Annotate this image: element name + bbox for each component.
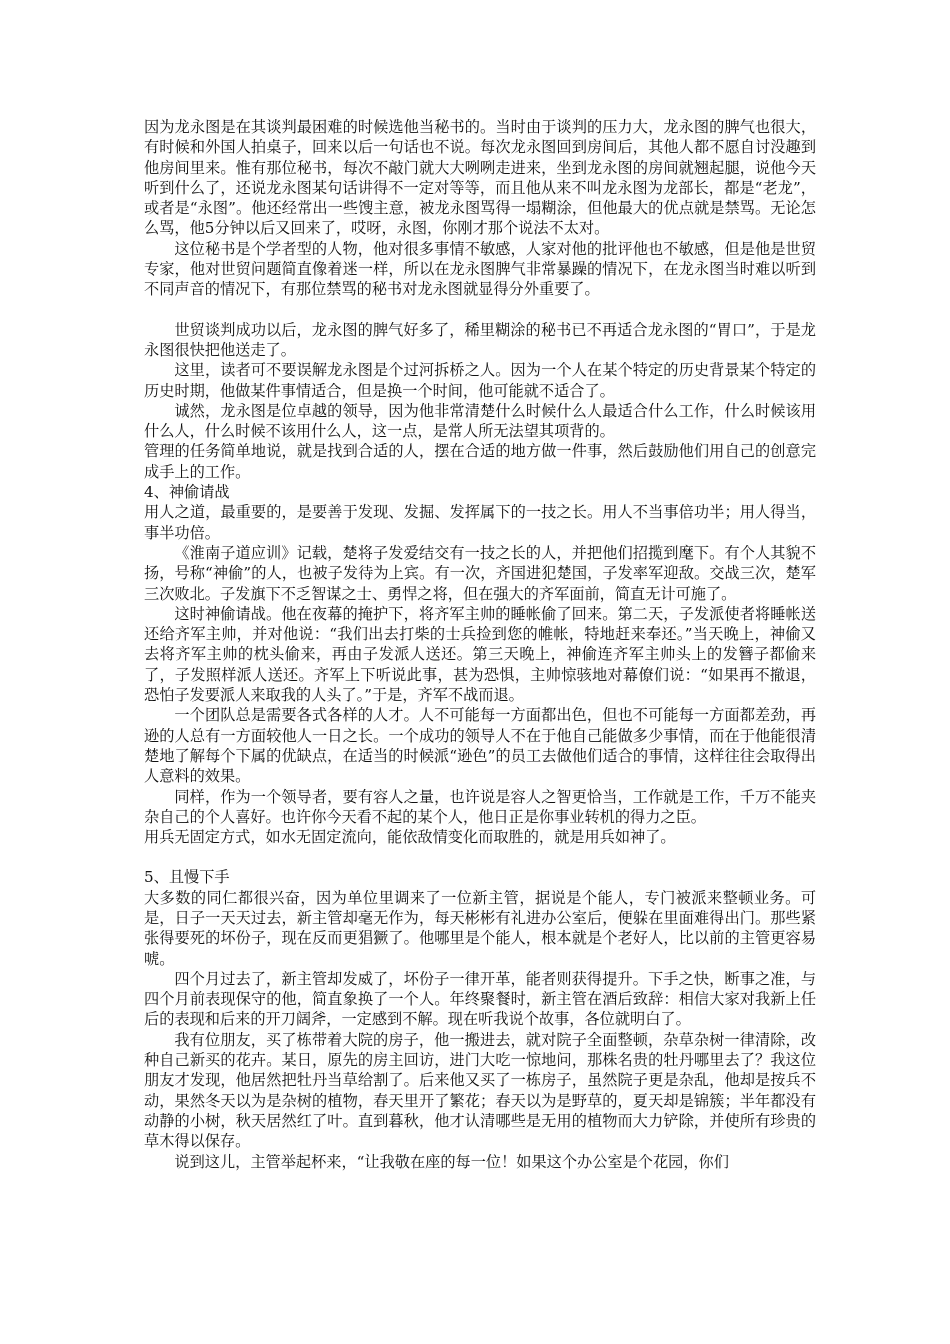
paragraph: 用兵无固定方式，如水无固定流向，能依敌情变化而取胜的，就是用兵如神了。 [144, 828, 676, 847]
section-heading: 5、且慢下手 [144, 868, 230, 887]
document-page [144, 117, 816, 1172]
paragraph: 大多数的同仁都很兴奋，因为单位里调来了一位新主管，据说是个能人，专门被派来整顿业务。可是，日子一天天过去，新主管却毫无作为，每天彬彬有礼进办公室后，便躲在里面难得出门。那些紧张得要死的坏份子，现在反而更猖獗了。他哪里是个能人，根本就是个老好人，比以前的主管更容易唬。 [144, 888, 816, 968]
paragraph: 这时神偷请战。他在夜幕的掩护下，将齐军主帅的睡帐偷了回来。第二天，子发派使者将睡帐送还给齐军主帅，并对他说：“我们出去打柴的士兵捡到您的帷帐，特地赶来奉还。”当天晚上，神偷又去将齐军主帅的枕头偷来，再由子发派人送还。第三天晚上，神偷连齐军主帅头上的发簪子都偷来了，子发照样派人送还。齐军上下听说此事，甚为恐惧，主帅惊骇地对幕僚们说：“如果再不撤退，恐怕子发要派人来取我的人头了。”于是，齐军不战而退。 [144, 604, 816, 705]
section-heading: 4、神偷请战 [144, 483, 230, 502]
blank-line [144, 847, 816, 867]
paragraph: 一个团队总是需要各式各样的人才。人不可能每一方面都出色，但也不可能每一方面都差劲，再逊的人总有一方面较他人一日之长。一个成功的领导人不在于他自己能做多少事情，而在于他能很清楚地了解每个下属的优缺点，在适当的时候派“逊色”的员工去做他们适合的事情，这样往往会取得出人意料的效果。 [144, 706, 816, 786]
paragraph: 《淮南子道应训》记载，楚将子发爱结交有一技之长的人，并把他们招揽到麾下。有个人其貌不扬，号称“神偷”的人，也被子发待为上宾。有一次，齐国进犯楚国，子发率军迎敌。交战三次，楚军三次败北。子发旗下不乏智谋之士、勇悍之将，但在强大的齐军面前，简直无计可施了。 [144, 543, 816, 603]
paragraph: 管理的任务简单地说，就是找到合适的人，摆在合适的地方做一件事，然后鼓励他们用自己的创意完成手上的工作。 [144, 442, 816, 481]
paragraph: 我有位朋友，买了栋带着大院的房子，他一搬进去，就对院子全面整顿，杂草杂树一律清除，改种自己新买的花卉。某日，原先的房主回访，进门大吃一惊地问，那株名贵的牡丹哪里去了？我这位朋友才发现，他居然把牡丹当草给割了。后来他又买了一栋房子，虽然院子更是杂乱，他却是按兵不动，果然冬天以为是杂树的植物，春天里开了繁花；春天以为是野草的，夏天却是锦簇；半年都没有动静的小树，秋天居然红了叶。直到暮秋，他才认清哪些是无用的植物而大力铲除，并使所有珍贵的草木得以保存。 [144, 1030, 816, 1151]
blank-line [144, 300, 816, 320]
paragraph: 这位秘书是个学者型的人物，他对很多事情不敏感，人家对他的批评他也不敏感，但是他是世贸专家，他对世贸问题简直像着迷一样，所以在龙永图脾气非常暴躁的情况下，在龙永图当时难以听到不同声音的情况下，有那位禁骂的秘书对龙永图就显得分外重要了。 [144, 239, 816, 299]
paragraph: 同样，作为一个领导者，要有容人之量，也许说是容人之智更恰当，工作就是工作，千万不能夹杂自己的个人喜好。也许你今天看不起的某个人，他日正是你事业转机的得力之臣。 [144, 787, 816, 826]
paragraph: 四个月过去了，新主管却发威了，坏份子一律开革，能者则获得提升。下手之快，断事之准，与四个月前表现保守的他，简直象换了一个人。年终聚餐时，新主管在酒后致辞：相信大家对我新上任后的表现和后来的开刀阔斧，一定感到不解。现在听我说个故事，各位就明白了。 [144, 969, 816, 1029]
paragraph: 这里，读者可不要误解龙永图是个过河拆桥之人。因为一个人在某个特定的历史背景某个特定的历史时期，他做某件事情适合，但是换一个时间，他可能就不适合了。 [144, 361, 816, 400]
paragraph: 说到这儿，主管举起杯来，“让我敬在座的每一位！如果这个办公室是个花园，你们 [174, 1152, 729, 1171]
paragraph: 诚然，龙永图是位卓越的领导，因为他非常清楚什么时候什么人最适合什么工作，什么时候该用什么人，什么时候不该用什么人，这一点，是常人所无法望其项背的。 [144, 401, 816, 441]
paragraph: 用人之道，最重要的，是要善于发现、发掘、发挥属下的一技之长。用人不当事倍功半；用人得当，事半功倍。 [144, 503, 816, 542]
paragraph: 世贸谈判成功以后，龙永图的脾气好多了，稀里糊涂的秘书已不再适合龙永图的“胃口”，于是龙永图很快把他送走了。 [144, 320, 816, 359]
paragraph: 因为龙永图是在其谈判最困难的时候选他当秘书的。当时由于谈判的压力大，龙永图的脾气也很大，有时候和外国人拍桌子，回来以后一句话也不说。每次龙永图回到房间后，其他人都不愿自讨没趣到他房间里来。惟有那位秘书，每次不敲门就大大咧咧走进来，坐到龙永图的房间就翘起腿，说他今天听到什么了，还说龙永图某句话讲得不一定对等等，而且他从来不叫龙永图为龙部长，都是“老龙”，或者是“永图”。他还经常出一些馊主意，被龙永图骂得一塌糊涂，但他最大的优点就是禁骂。无论怎么骂，他5分钟以后又回来了，哎呀，永图，你刚才那个说法不太对。 [144, 118, 816, 238]
